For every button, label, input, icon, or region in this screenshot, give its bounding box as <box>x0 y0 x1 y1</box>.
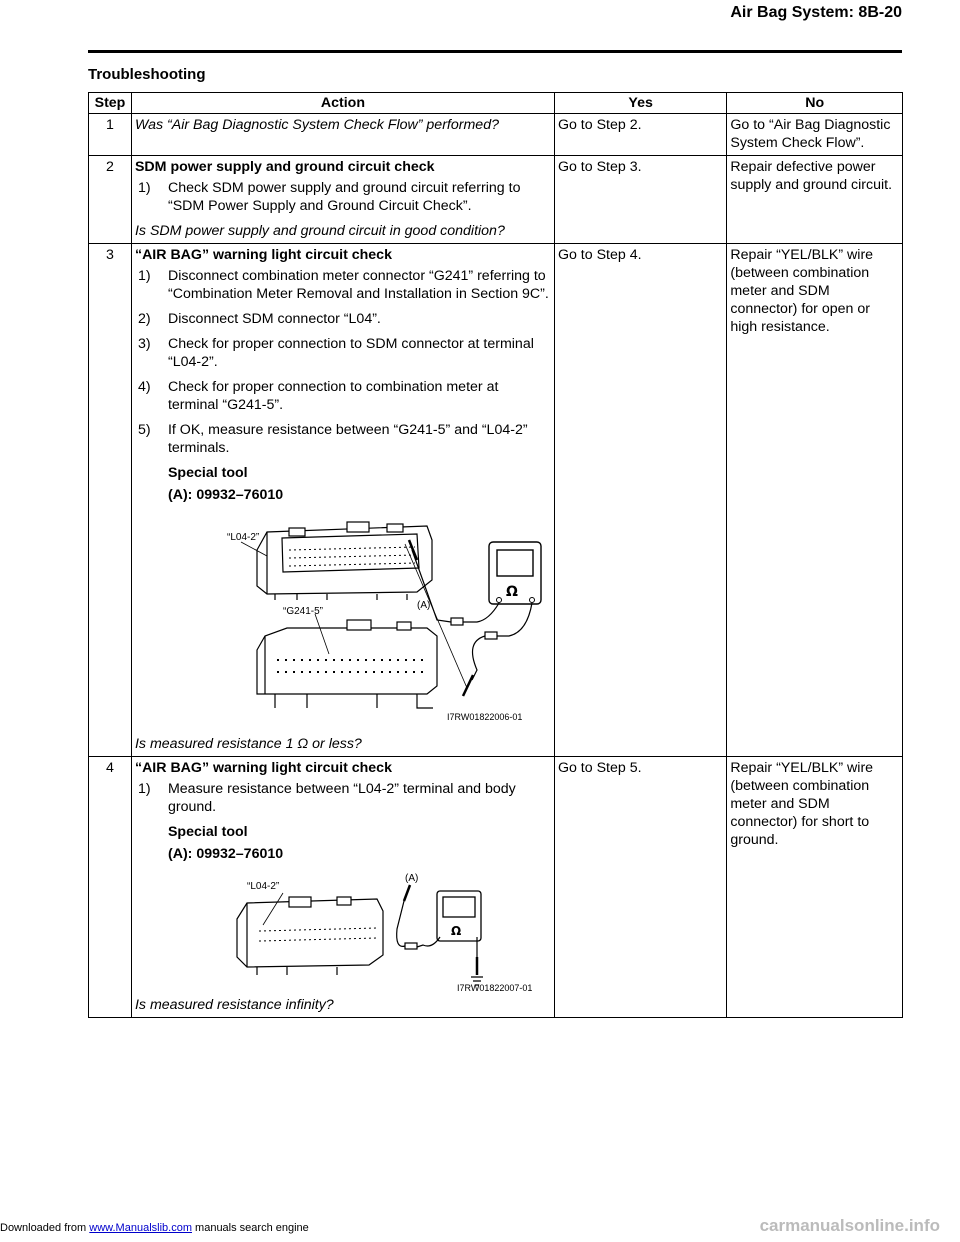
special-tool-number: (A): 09932–76010 <box>167 846 284 862</box>
yes-cell: Go to Step 2. <box>554 114 726 156</box>
step-item <box>135 310 551 328</box>
connector-diagram-illustration <box>227 510 547 730</box>
footer-suffix: manuals search engine <box>191 1222 309 1234</box>
step-item-text: Disconnect SDM connector “L04”. <box>167 311 381 327</box>
step-item-number: 3) <box>137 336 151 352</box>
step-item-number: 4) <box>137 379 151 395</box>
yes-cell: Go to Step 5. <box>554 757 726 1018</box>
label-tool-a: (A) <box>416 600 431 611</box>
no-cell: Repair “YEL/BLK” wire (between combination meter and SDM connector) for short to ground. <box>727 757 903 1018</box>
svg-text:Ω: Ω <box>505 584 518 600</box>
yes-cell: Go to Step 3. <box>554 156 726 244</box>
footer-prefix: Downloaded from <box>0 1222 90 1234</box>
action-cell <box>131 156 554 244</box>
troubleshooting-table <box>88 92 903 1018</box>
step-item <box>135 179 551 215</box>
step-item <box>135 421 551 457</box>
figure-code: I7RW01822007-01 <box>456 983 533 991</box>
step-heading: “AIR BAG” warning light circuit check <box>134 760 392 776</box>
table-row <box>89 156 903 244</box>
table-row <box>89 757 903 1018</box>
step-heading: “AIR BAG” warning light circuit check <box>134 247 392 263</box>
step-heading: SDM power supply and ground circuit check <box>134 159 435 175</box>
col-header-step: Step <box>89 93 132 114</box>
action-cell <box>131 244 554 757</box>
action-cell <box>131 757 554 1018</box>
step-item-text: Check for proper connection to combination meter at terminal “G241-5”. <box>167 379 499 413</box>
step-item-number: 1) <box>137 268 151 284</box>
svg-text:Ω: Ω <box>450 924 462 938</box>
step-item <box>135 780 551 816</box>
step-item-text: Measure resistance between “L04-2” terminal and body ground. <box>167 781 516 815</box>
manualslib-link[interactable]: www.Manualslib.com <box>89 1222 192 1234</box>
action-cell <box>131 114 554 156</box>
yes-cell: Go to Step 4. <box>554 244 726 757</box>
connector-diagram-illustration <box>227 869 547 991</box>
watermark-text: carmanualsonline.info <box>759 1216 940 1235</box>
step-item-text: Disconnect combination meter connector “G241” referring to “Combination Meter Removal and Installation in Section 9C”. <box>167 268 549 302</box>
step-question: Is measured resistance 1 Ω or less? <box>134 736 362 752</box>
step-item-number: 5) <box>137 422 151 438</box>
step-item <box>135 335 551 371</box>
col-header-yes: Yes <box>554 93 726 114</box>
label-g241-5: “G241-5” <box>282 606 323 617</box>
download-footer <box>0 1222 309 1234</box>
step-number: 1 <box>89 114 132 156</box>
special-tool-number: (A): 09932–76010 <box>167 487 284 503</box>
step-number: 3 <box>89 244 132 757</box>
page-header-title: Air Bag System: 8B-20 <box>730 4 902 21</box>
step-item-number: 1) <box>137 180 151 196</box>
step-item-text: Check SDM power supply and ground circuit referring to “SDM Power Supply and Ground Circuit Check”. <box>167 180 521 214</box>
step-item <box>135 378 551 414</box>
figure-code: I7RW01822006-01 <box>446 712 523 722</box>
connector-measurement-figure-step3 <box>227 510 551 735</box>
step-question: Is measured resistance infinity? <box>134 997 334 1013</box>
step-number: 2 <box>89 156 132 244</box>
table-header-row <box>89 93 903 114</box>
col-header-no: No <box>727 93 903 114</box>
no-cell: Repair defective power supply and ground circuit. <box>727 156 903 244</box>
step-number: 4 <box>89 757 132 1018</box>
header-rule <box>88 50 902 53</box>
special-tool-label: Special tool <box>167 824 248 840</box>
table-row <box>89 244 903 757</box>
label-tool-a: (A) <box>404 873 419 884</box>
no-cell: Go to “Air Bag Diagnostic System Check Flow”. <box>727 114 903 156</box>
special-tool-label: Special tool <box>167 465 248 481</box>
step-item-number: 2) <box>137 311 151 327</box>
step-question: Is SDM power supply and ground circuit in good condition? <box>134 223 505 239</box>
step-item <box>135 267 551 303</box>
step-question: Was “Air Bag Diagnostic System Check Flow” performed? <box>134 117 499 133</box>
section-title: Troubleshooting <box>88 66 206 83</box>
connector-measurement-figure-step4 <box>227 869 551 996</box>
step-item-text: If OK, measure resistance between “G241-5” and “L04-2” terminals. <box>167 422 528 456</box>
label-l04-2: “L04-2” <box>246 881 280 892</box>
label-l04-2: “L04-2” <box>226 532 260 543</box>
no-cell: Repair “YEL/BLK” wire (between combination meter and SDM connector) for open or high resistance. <box>727 244 903 757</box>
step-item-text: Check for proper connection to SDM connector at terminal “L04-2”. <box>167 336 534 370</box>
table-row <box>89 114 903 156</box>
col-header-action: Action <box>131 93 554 114</box>
step-item-number: 1) <box>137 781 151 797</box>
